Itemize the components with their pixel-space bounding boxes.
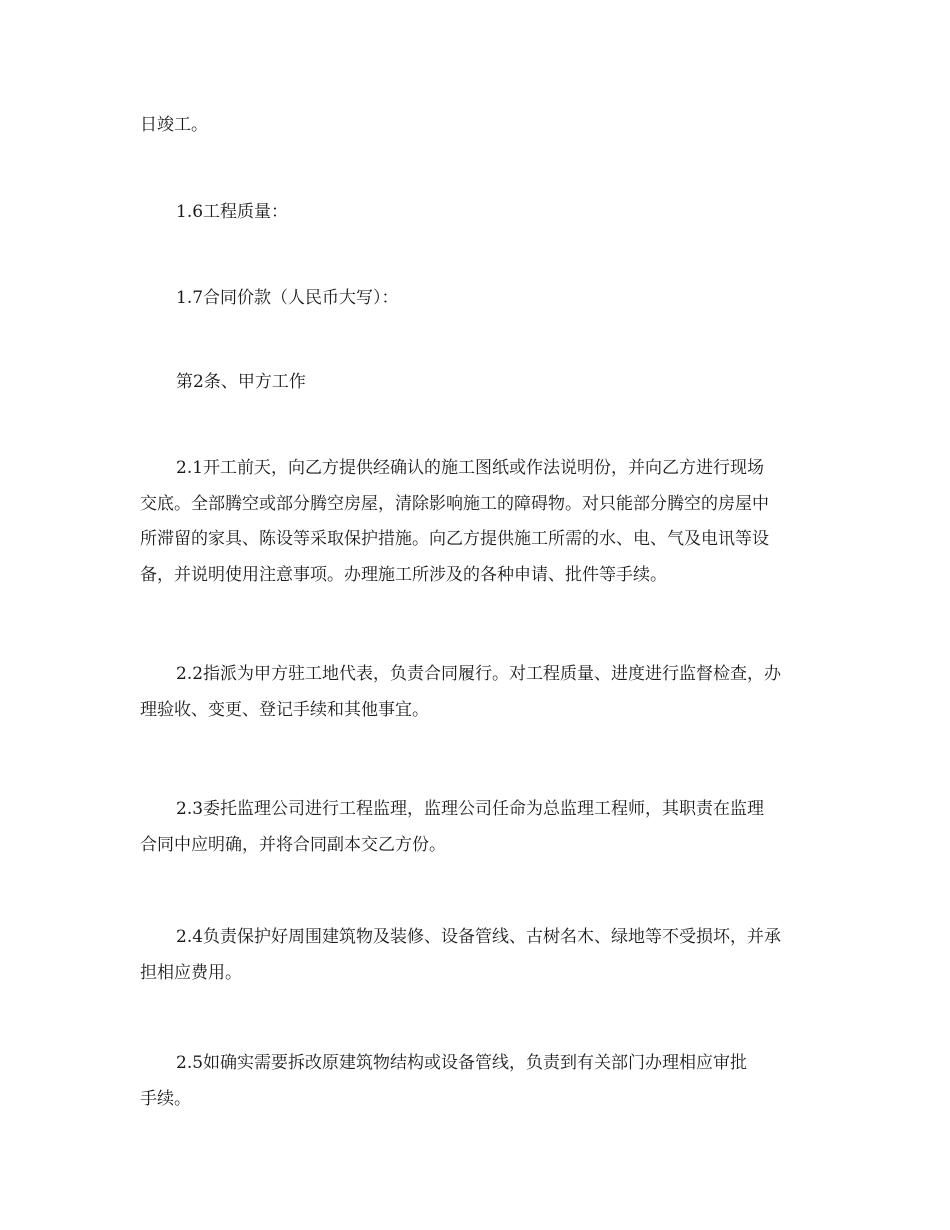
paragraph-2-4 bbox=[140, 920, 812, 991]
paragraph-1-7-price bbox=[140, 281, 812, 317]
paragraph-2-3 bbox=[140, 792, 812, 863]
paragraph-2-2 bbox=[140, 657, 812, 728]
paragraph-completion bbox=[140, 108, 812, 144]
paragraph-2-5 bbox=[140, 1046, 812, 1117]
text-line: 2.3委托监理公司进行工程监理，监理公司任命为总监理工程师，其职责在监理 bbox=[176, 799, 765, 819]
text-line: 2.2指派为甲方驻工地代表，负责合同履行。对工程质量、进度进行监督检查，办 bbox=[176, 664, 782, 684]
text-line: 手续。 bbox=[140, 1088, 191, 1109]
text-line: 第2条、甲方工作 bbox=[176, 372, 306, 392]
text-line: 2.1开工前天，向乙方提供经确认的施工图纸或作法说明份，并向乙方进行现场 bbox=[176, 458, 765, 478]
text-line: 合同中应明确，并将合同副本交乙方份。 bbox=[140, 834, 446, 855]
text-line: 交底。全部腾空或部分腾空房屋，清除影响施工的障碍物。对只能部分腾空的房屋中 bbox=[140, 493, 769, 514]
text-line: 备，并说明使用注意事项。办理施工所涉及的各种申请、批件等手续。 bbox=[140, 564, 667, 585]
text-line: 日竣工。 bbox=[140, 115, 208, 135]
text-line: 2.5如确实需要拆改原建筑物结构或设备管线，负责到有关部门办理相应审批 bbox=[176, 1053, 748, 1073]
paragraph-2-1 bbox=[140, 451, 812, 593]
text-line: 1.7合同价款（人民币大写）： bbox=[176, 288, 399, 308]
text-line: 1.6工程质量： bbox=[176, 202, 289, 222]
text-line: 2.4负责保护好周围建筑物及装修、设备管线、古树名木、绿地等不受损坏，并承 bbox=[176, 927, 782, 947]
text-line: 所滞留的家具、陈设等采取保护措施。向乙方提供施工所需的水、电、气及电讯等设 bbox=[140, 529, 769, 549]
section-heading-article-2 bbox=[140, 365, 812, 401]
text-line: 理验收、变更、登记手续和其他事宜。 bbox=[140, 699, 429, 720]
paragraph-1-6-quality bbox=[140, 195, 812, 231]
text-line: 担相应费用。 bbox=[140, 962, 242, 983]
